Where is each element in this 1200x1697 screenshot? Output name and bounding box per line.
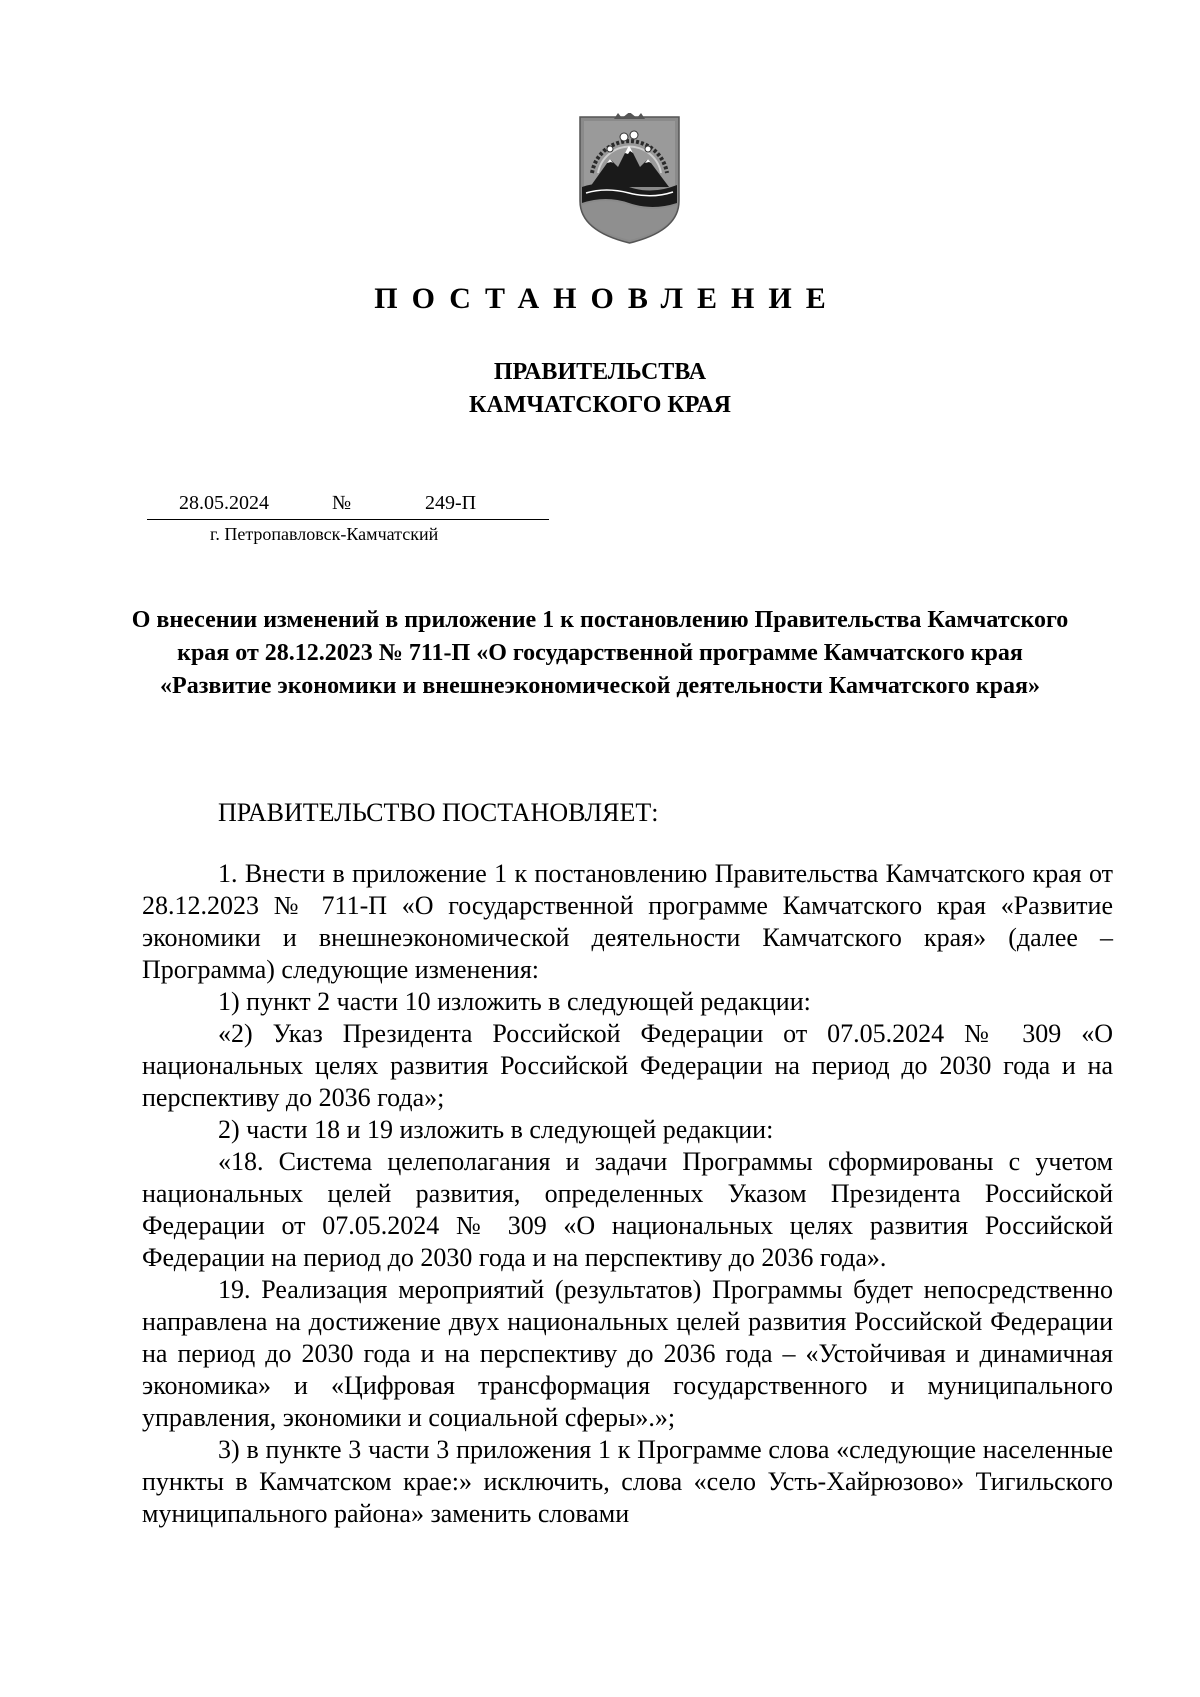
document-date: 28.05.2024 <box>179 492 269 514</box>
place-of-issue: г. Петропавловск-Камчатский <box>210 524 439 544</box>
issuer-line-2: КАМЧАТСКОГО КРАЯ <box>468 392 732 418</box>
body-paragraph: 19. Реализация мероприятий (результатов) Программы будет непосредственно направлена на достижение двух национальных целей развития Российской Федерации на период до 2030 года и на перспективу до 2036 года – «Устойчивая и динамичная экономика» и «Цифровая трансформация государственного и муниципального управления, экономики и социальной сферы».»; <box>142 1275 1113 1432</box>
registration-line <box>147 492 549 522</box>
document-body <box>142 858 1113 1530</box>
resolution-heading: ПРАВИТЕЛЬСТВО ПОСТАНОВЛЯЕТ: <box>218 798 659 827</box>
body-paragraph: «18. Система целеполагания и задачи Программы сформированы с учетом национальных целей развития, определенных Указом Президента Российской Федерации от 07.05.2024 № 309 «О национальных целях развития Российской Федерации на период до 2030 года и на перспективу до 2036 года». <box>142 1147 1113 1272</box>
issuer-heading <box>0 356 1200 422</box>
document-type-heading: ПОСТАНОВЛЕНИЕ <box>374 282 840 315</box>
document-title: О внесении изменений в приложение 1 к постановлению Правительства Камчатского края от 28.12.2023 № 711-П «О государственной программе Камчатского края «Развитие экономики и внешнеэкономической деятельности Камчатского края» <box>131 607 1069 699</box>
registration-underline <box>147 519 549 520</box>
issuer-line-1: ПРАВИТЕЛЬСТВА <box>493 359 707 385</box>
number-sign: № <box>332 492 352 514</box>
body-paragraph: 1. Внести в приложение 1 к постановлению Правительства Камчатского края от 28.12.2023 № 711-П «О государственной программе Камчатского края «Развитие экономики и внешнеэкономической деятельности Камчатского края» (далее – Программа) следующие изменения: <box>142 859 1113 984</box>
body-paragraph: 2) части 18 и 19 изложить в следующей редакции: <box>218 1115 774 1144</box>
kamchatka-coat-of-arms-icon <box>576 113 683 245</box>
body-paragraph: 1) пункт 2 части 10 изложить в следующей редакции: <box>218 987 811 1016</box>
document-number: 249-П <box>425 492 477 514</box>
body-paragraph: «2) Указ Президента Российской Федерации от 07.05.2024 № 309 «О национальных целях развития Российской Федерации на период до 2030 года и на перспективу до 2036 года»; <box>142 1019 1113 1112</box>
body-paragraph: 3) в пункте 3 части 3 приложения 1 к Программе слова «следующие населенные пункты в Камчатском крае:» исключить, слова «село Усть-Хайрюзово» Тигильского муниципального района» заменить словами <box>142 1435 1113 1528</box>
